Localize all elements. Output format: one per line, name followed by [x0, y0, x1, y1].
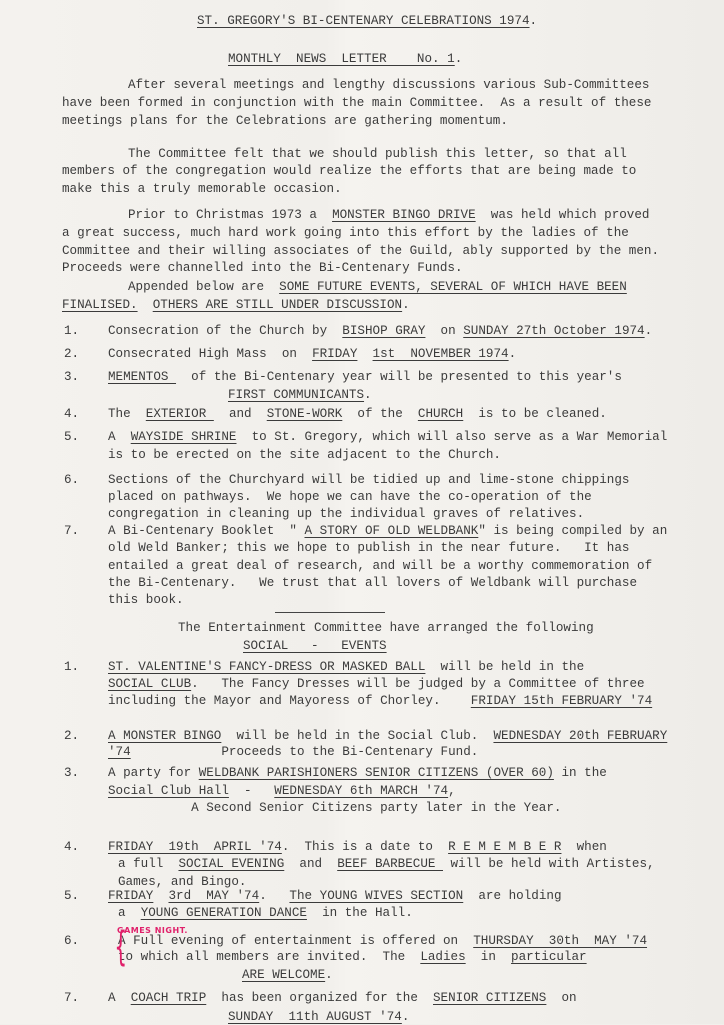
text-segment: to St. Gregory, which will also serve as a War Memorial [236, 430, 668, 444]
text-segment: of the [342, 407, 418, 421]
list-number: 3. [64, 766, 80, 780]
underlined-text: OTHERS ARE STILL UNDER DISCUSSION [152, 298, 403, 312]
underlined-text: CHURCH [417, 407, 464, 421]
underlined-text: BISHOP GRAY [342, 324, 426, 338]
paragraph-line [62, 261, 463, 276]
event-line [108, 593, 184, 608]
text-segment: A Second Senior Citizens party later in the Year. [108, 801, 562, 815]
text-segment: Consecration of the Church by [108, 324, 343, 338]
list-number: 1. [64, 660, 80, 674]
text-segment: will be held in the [425, 660, 585, 674]
underlined-text: MONSTER BINGO DRIVE [332, 208, 476, 222]
event-line [108, 559, 652, 574]
text-segment: Games, and Bingo. [118, 875, 247, 889]
text-segment: . [454, 52, 463, 66]
text-segment: Consecrated High Mass on [108, 347, 313, 361]
paragraph-line [62, 244, 659, 259]
handwritten-annotation: GAMES NIGHT. [117, 926, 188, 935]
text-segment: . [325, 968, 333, 982]
text-segment [153, 889, 168, 903]
underlined-text: SOCIAL CLUB [108, 677, 192, 691]
text-segment: . This is a date to [281, 840, 449, 854]
event-line [108, 370, 622, 385]
paragraph-line [62, 182, 342, 197]
underlined-text: MONTHLY NEWS LETTER No. 1 [228, 52, 455, 66]
underlined-text: WEDNESDAY 20th FEBRUARY [493, 729, 668, 743]
text-segment: members of the congregation would realize the efforts that are being made to [62, 164, 637, 178]
text-segment: A Bi-Centenary Booklet " [108, 524, 305, 538]
text-segment: in [465, 950, 512, 964]
underlined-text: BEEF BARBECUE [337, 857, 443, 871]
text-segment: on [546, 991, 577, 1005]
text-segment: have been formed in conjunction with the main Committee. As a result of these [62, 96, 652, 110]
text-segment: is to be erected on the site adjacent to the Church. [108, 448, 501, 462]
underlined-text: 3rd MAY '74 [168, 889, 260, 903]
handwritten-brace: { [114, 924, 128, 970]
text-segment: . [401, 1010, 410, 1024]
text-segment: . [402, 298, 410, 312]
list-number: 5. [64, 889, 80, 903]
event-line [108, 524, 667, 539]
section-divider [275, 612, 385, 613]
underlined-text: FINALISED. [62, 298, 138, 312]
event-line [108, 347, 516, 362]
event-line [108, 576, 637, 591]
event-line [108, 407, 607, 422]
paragraph-line [128, 78, 649, 93]
underlined-text: SOME FUTURE EVENTS, SEVERAL OF WHICH HAVE BEEN [279, 280, 627, 294]
social-event-line [242, 968, 333, 983]
text-segment: including the Mayor and Mayoress of Chorley. [108, 694, 471, 708]
newsletter-heading [228, 52, 462, 67]
text-segment: make this a truly memorable occasion. [62, 182, 342, 196]
event-line [228, 388, 372, 403]
list-number: 6. [64, 473, 80, 487]
entertainment-intro [178, 621, 594, 636]
social-event-line [118, 934, 647, 949]
social-event-line [108, 766, 607, 781]
list-number: 4. [64, 840, 80, 854]
text-segment: The Committee felt that we should publish this letter, so that all [128, 147, 627, 161]
text-segment: a great success, much hard work going into this effort by the ladies of the [62, 226, 629, 240]
text-segment: After several meetings and lengthy discussions various Sub-Committees [128, 78, 650, 92]
text-segment: meetings plans for the Celebrations are gathering momentum. [62, 114, 508, 128]
text-segment: Committee and their willing associates of the Guild, ably supported by the men. [62, 244, 660, 258]
text-segment: . [508, 347, 517, 361]
list-number: 3. [64, 370, 80, 384]
underlined-text: SUNDAY 11th AUGUST '74 [228, 1010, 402, 1024]
list-number: 7. [64, 991, 80, 1005]
paragraph-line [128, 208, 649, 223]
social-event-line [108, 660, 584, 675]
underlined-text: ARE WELCOME [242, 968, 326, 982]
event-line [108, 507, 584, 522]
text-segment: . The Fancy Dresses will be judged by a Committee of three [191, 677, 645, 691]
underlined-text: SOCIAL - EVENTS [243, 639, 387, 653]
list-number: 7. [64, 524, 80, 538]
text-segment: will be held with Artistes, [443, 857, 655, 871]
social-event-line [108, 677, 645, 692]
underlined-text: 1st NOVEMBER 1974 [372, 347, 509, 361]
text-segment: . [364, 388, 372, 402]
paragraph-line [62, 164, 636, 179]
text-segment: - [228, 784, 275, 798]
list-number: 2. [64, 729, 80, 743]
social-event-line [108, 694, 652, 709]
underlined-text: SUNDAY 27th October 1974 [463, 324, 645, 338]
event-line [108, 448, 501, 463]
paragraph-line [128, 147, 627, 162]
text-segment: this book. [108, 593, 184, 607]
list-number: 6. [64, 934, 80, 948]
social-events-heading [243, 639, 387, 654]
social-event-line [108, 784, 456, 799]
text-segment: is to be cleaned. [463, 407, 607, 421]
underlined-text: COACH TRIP [130, 991, 207, 1005]
underlined-text: SENIOR CITIZENS [433, 991, 547, 1005]
text-segment: are holding [463, 889, 562, 903]
underlined-text: WELDBANK PARISHIONERS SENIOR CITIZENS (OVER 60) [198, 766, 554, 780]
event-line [108, 490, 592, 505]
text-segment: in the [553, 766, 607, 780]
text-segment: in the Hall. [306, 906, 413, 920]
list-number: 2. [64, 347, 80, 361]
text-segment: Appended below are [128, 280, 280, 294]
text-segment: entailed a great deal of research, and will be a worthy commemoration of [108, 559, 653, 573]
list-number: 5. [64, 430, 80, 444]
text-segment: will be held in the Social Club. [221, 729, 494, 743]
text-segment: has been organized for the [206, 991, 433, 1005]
paragraph-line [62, 298, 410, 313]
underlined-text: THURSDAY 30th MAY '74 [473, 934, 648, 948]
text-segment: The [108, 407, 146, 421]
underlined-text: FIRST COMMUNICANTS [228, 388, 365, 402]
social-event-line [108, 889, 562, 904]
underlined-text: R E M E M B E R [448, 840, 562, 854]
social-event-line [108, 840, 607, 855]
underlined-text: A MONSTER BINGO [108, 729, 222, 743]
text-segment: " is being compiled by an [478, 524, 668, 538]
list-number: 1. [64, 324, 80, 338]
list-number: 4. [64, 407, 80, 421]
text-segment: old Weld Banker; this we hope to publish in the near future. It has [108, 541, 630, 555]
underlined-text: FRIDAY [312, 347, 358, 361]
text-segment: and [213, 407, 267, 421]
event-line [108, 473, 629, 488]
social-event-line [108, 801, 561, 816]
underlined-text: SOCIAL EVENING [178, 857, 285, 871]
text-segment: Prior to Christmas 1973 a [128, 208, 333, 222]
text-segment: a full [118, 857, 179, 871]
text-segment: Proceeds were channelled into the Bi-Centenary Funds. [62, 261, 463, 275]
social-event-line [118, 950, 587, 965]
text-segment: Sections of the Churchyard will be tidied up and lime-stone chippings [108, 473, 630, 487]
text-segment: A [108, 430, 131, 444]
event-line [108, 324, 652, 339]
text-segment: when [561, 840, 607, 854]
underlined-text: FRIDAY 19th APRIL '74 [108, 840, 282, 854]
social-event-line [108, 991, 577, 1006]
text-segment [357, 347, 372, 361]
underlined-text: STONE-WORK [266, 407, 343, 421]
underlined-text: ST. GREGORY'S BI-CENTENARY CELEBRATIONS 1974 [197, 14, 530, 28]
underlined-text: The YOUNG WIVES SECTION [289, 889, 464, 903]
underlined-text: FRIDAY 15th FEBRUARY '74 [470, 694, 653, 708]
underlined-text: particular [511, 950, 587, 964]
paragraph-line [62, 96, 651, 111]
text-segment: a [118, 906, 141, 920]
text-segment [138, 298, 153, 312]
social-event-line [108, 745, 478, 760]
event-line [108, 541, 629, 556]
paragraph-line [128, 280, 627, 295]
paragraph-line [62, 226, 629, 241]
text-segment: of the Bi-Centenary year will be presented to this year's [176, 370, 622, 384]
text-segment: A party for [108, 766, 199, 780]
text-segment: A Full evening of entertainment is offered on [118, 934, 474, 948]
text-segment: . [529, 14, 538, 28]
underlined-text: FRIDAY [108, 889, 154, 903]
underlined-text: ST. VALENTINE'S FANCY-DRESS OR MASKED BALL [108, 660, 426, 674]
text-segment: and [284, 857, 338, 871]
social-event-line [228, 1010, 409, 1025]
underlined-text: A STORY OF OLD WELDBANK [304, 524, 479, 538]
underlined-text: Ladies [420, 950, 466, 964]
text-segment: the Bi-Centenary. We trust that all lovers of Weldbank will purchase [108, 576, 638, 590]
underlined-text: EXTERIOR [145, 407, 214, 421]
underlined-text: '74 [108, 745, 131, 759]
text-segment: . [644, 324, 653, 338]
text-segment: to which all members are invited. The [118, 950, 421, 964]
text-segment: was held which proved [475, 208, 650, 222]
underlined-text: MEMENTOS [108, 370, 177, 384]
underlined-text: WEDNESDAY 6th MARCH '74 [274, 784, 449, 798]
event-line [108, 430, 667, 445]
social-event-line [108, 729, 667, 744]
text-segment: placed on pathways. We hope we can have the co-operation of the [108, 490, 592, 504]
social-event-line [118, 857, 655, 872]
paragraph-line [62, 114, 508, 129]
text-segment: congregation in cleaning up the individual graves of relatives. [108, 507, 585, 521]
social-event-line [118, 906, 413, 921]
text-segment: on [425, 324, 464, 338]
text-segment: A [108, 991, 131, 1005]
text-segment: The Entertainment Committee have arranged the following [178, 621, 594, 635]
text-segment: Proceeds to the Bi-Centenary Fund. [130, 745, 479, 759]
underlined-text: YOUNG GENERATION DANCE [140, 906, 307, 920]
document-title [197, 14, 537, 29]
text-segment: , [448, 784, 456, 798]
text-segment: . [259, 889, 290, 903]
social-event-line [118, 875, 246, 890]
underlined-text: Social Club Hall [108, 784, 229, 798]
underlined-text: WAYSIDE SHRINE [130, 430, 237, 444]
